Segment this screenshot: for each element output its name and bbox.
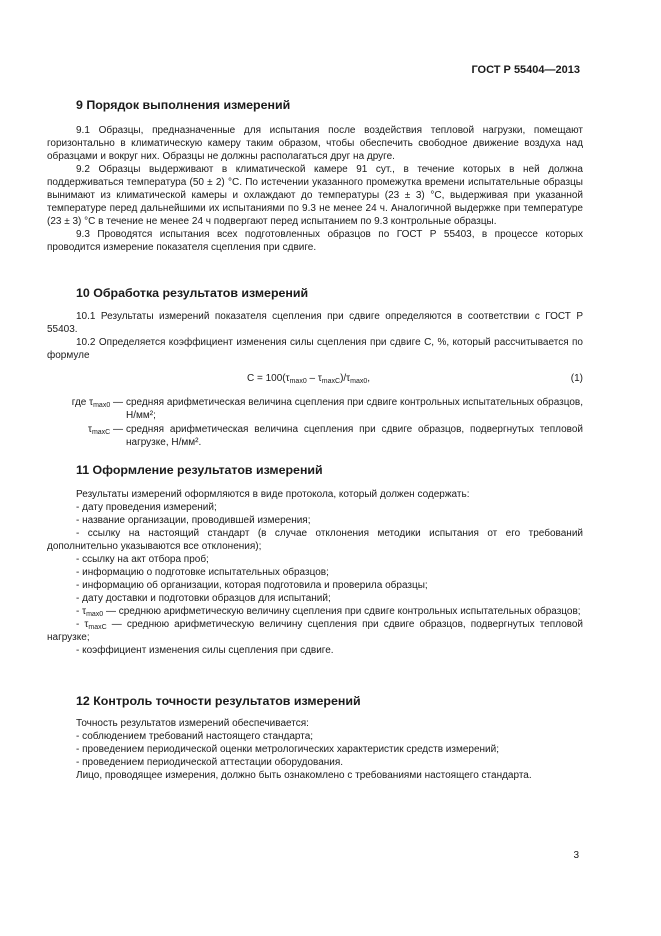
section-12-final: Лицо, проводящее измерения, должно быть ознакомлено с требованиями настоящего стандарта. <box>76 770 532 781</box>
definition-tau-max0 <box>47 396 583 422</box>
section-11-intro: Результаты измерений оформляются в виде протокола, который должен содержать: <box>76 489 470 500</box>
paragraph-9-3: 9.3 Проводятся испытания всех подготовленных образцов по ГОСТ Р 55403, в процессе которых проводится измерение показателя сцепления при сдвиге. <box>47 229 583 253</box>
definition-text: средняя арифметическая величина сцепления при сдвиге контрольных испытательных образцов, Н/мм²; <box>126 397 583 421</box>
list-item: - информацию об организации, которая подготовила и проверила образцы; <box>76 580 428 591</box>
list-item: - информацию о подготовке испытательных образцов; <box>76 567 329 578</box>
list-item: - дату проведения измерений; <box>76 502 217 513</box>
list-item: - проведением периодической оценки метрологических характеристик средств измерений; <box>76 744 499 755</box>
section-11-title: 11 Оформление результатов измерений <box>76 463 323 477</box>
paragraph-9-1: 9.1 Образцы, предназначенные для испытания после воздействия тепловой нагрузки, помещают горизонтально в климатическую камеру таким образом, чтобы обеспечить свободное движение воздуха над образцами и вокруг них. Образцы не должны располагаться друг на друге. <box>47 125 583 162</box>
paragraph-10-1: 10.1 Результаты измерений показателя сцепления при сдвиге определяются в соответствии с ГОСТ Р 55403. <box>47 311 583 335</box>
definition-term: где $\tau_{max0}$ — <box>71 397 123 409</box>
list-item-tau-max0: - $\tau_{max0}$ — среднюю арифметическую величину сцепления при сдвиге контрольных испытательных образцов; <box>76 606 581 618</box>
list-item: - название организации, проводившей измерения; <box>76 515 311 526</box>
list-item: - соблюдением требований настоящего стандарта; <box>76 731 314 742</box>
paragraph-9-2: 9.2 Образцы выдерживают в климатической камере 91 сут., в течение которых в ней должна поддерживаться температура (50 ± 2) °С. По истечении указанного промежутка времени испытательные образцы вынимают из климатической камеры и охлаждают до температуры (23 ± 3) °С, выдерживая при указанной температуре перед дальнейшими их испытаниями по 9.3 не менее 24 ч. Аналогичной выдержке при температуре (23 ± 3) °С в течение не менее 24 ч подвергают перед испытанием по 9.3 контрольные образцы. <box>47 164 583 227</box>
page-number: 3 <box>573 850 579 861</box>
section-12-intro: Точность результатов измерений обеспечивается: <box>76 718 309 729</box>
list-item: - коэффициент изменения силы сцепления при сдвиге. <box>76 645 334 656</box>
definition-text: средняя арифметическая величина сцепления при сдвиге образцов, подвергнутых тепловой нагрузке, Н/мм². <box>126 424 583 448</box>
definition-term: $\tau_{maxC}$ — <box>87 424 123 436</box>
formula-expression: $C = 100(\tau_{max0} - \tau_{maxC})/\tau_{max0}$, <box>247 373 371 385</box>
section-9-title: 9 Порядок выполнения измерений <box>76 98 291 112</box>
section-10-body <box>47 310 583 362</box>
section-10-title: 10 Обработка результатов измерений <box>76 286 309 300</box>
section-9-body <box>47 124 583 254</box>
section-12-body <box>47 717 583 782</box>
list-item: - ссылку на настоящий стандарт (в случае отклонения методики испытания от его требований дополнительно указываются все отклонения); <box>47 528 583 552</box>
formula-number: (1) <box>570 373 583 384</box>
list-item: - ссылку на акт отбора проб; <box>76 554 209 565</box>
definition-tau-maxc <box>47 423 583 449</box>
section-11-body <box>47 488 583 657</box>
list-item: - дату доставки и подготовки образцов для испытаний; <box>76 593 331 604</box>
section-12-title: 12 Контроль точности результатов измерений <box>76 694 361 708</box>
paragraph-10-2: 10.2 Определяется коэффициент изменения силы сцепления при сдвиге С, %, который рассчитывается по формуле <box>47 337 583 361</box>
document-header: ГОСТ Р 55404—2013 <box>471 64 580 76</box>
list-item-tau-maxc: - $\tau_{maxC}$ — среднюю арифметическую величину сцепления при сдвиге образцов, подвергнутых тепловой нагрузке; <box>47 619 584 643</box>
list-item: - проведением периодической аттестации оборудования. <box>76 757 344 768</box>
